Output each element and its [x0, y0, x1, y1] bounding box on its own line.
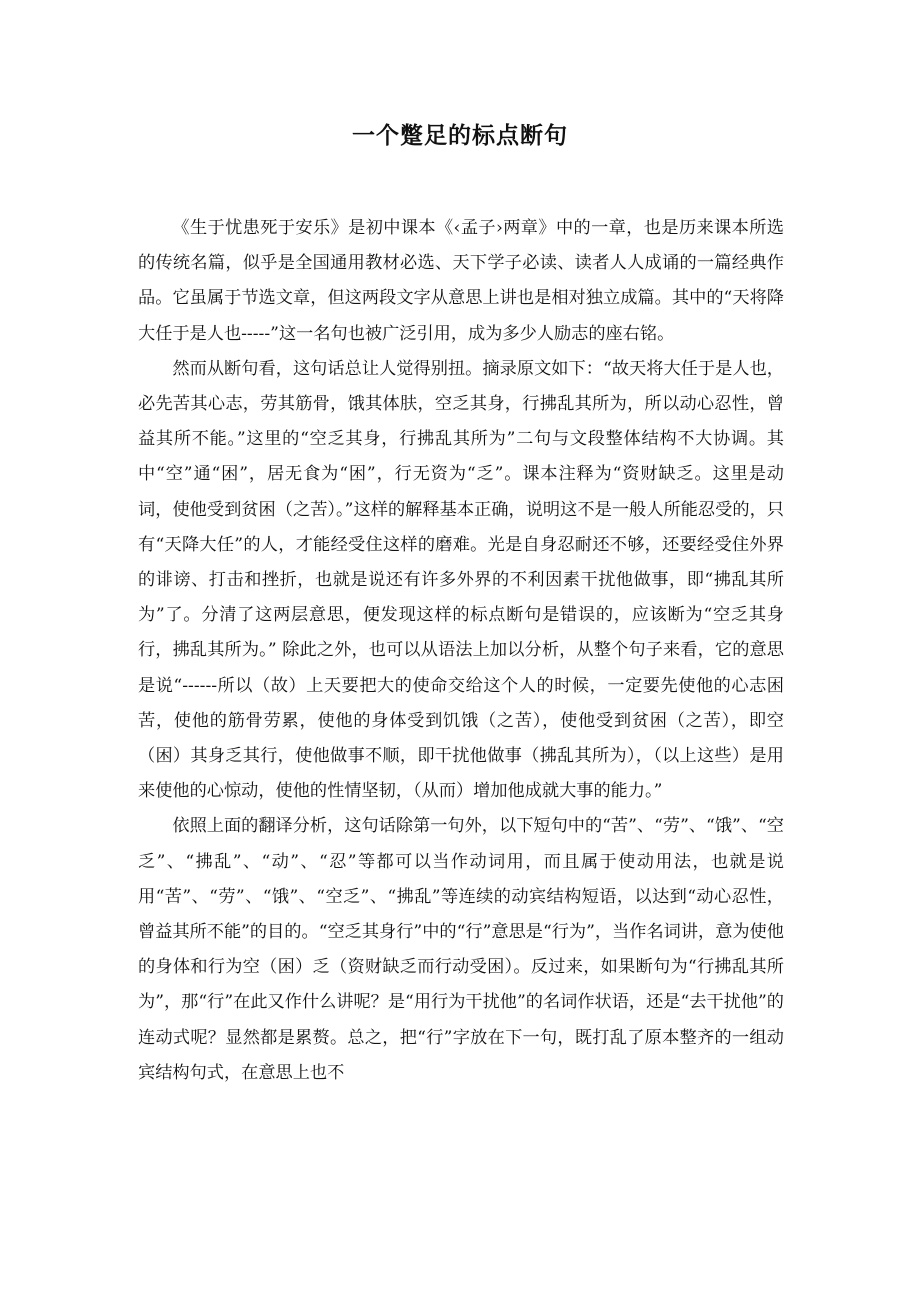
- paragraph: 依照上面的翻译分析，这句话除第一句外，以下短句中的“苦”、“劳”、“饿”、“空乏”、“拂乱”、“动”、“忍”等都可以当作动词用，而且属于使动用法，也就是说用“苦”、“劳”、“饿”、“空乏”、“拂乱”等连续的动宾结构短语，以达到“动心忍性，曾益其所不能”的目的。“空乏其身行”中的“行”意思是“行为”，当作名词讲，意为使他的身体和行为空（困）乏（资财缺乏而行动受困）。反过来，如果断句为“行拂乱其所为”，那“行”在此又作什么讲呢？是“用行为干扰他”的名词作状语，还是“去干扰他”的连动式呢？显然都是累赘。总之，把“行”字放在下一句，既打乱了原本整齐的一组动宾结构句式，在意思上也不: [138, 816, 784, 1083]
- paragraph: 《生于忧患死于安乐》是初中课本《‹孟子›两章》中的一章，也是历来课本所选的传统名篇，似乎是全国通用教材必选、天下学子必读、读者人人成诵的一篇经典作品。它虽属于节选文章，但这两段文字从意思上讲也是相对独立成篇。其中的“天将降大任于是人也-----”这一名句也被广泛引用，成为多少人励志的座右铭。: [138, 218, 784, 344]
- document-body: [138, 211, 784, 1091]
- document-title: 一个蹩足的标点断句: [352, 123, 568, 149]
- paragraph: 然而从断句看，这句话总让人觉得别扭。摘录原文如下：“故天将大任于是人也，必先苦其心志，劳其筋骨，饿其体肤，空乏其身，行拂乱其所为，所以动心忍性，曾益其所不能。”这里的“空乏其身，行拂乱其所为”二句与文段整体结构不大协调。其中“空”通“困”，居无食为“困”，行无资为“乏”。课本注释为“资财缺乏。这里是动词，使他受到贫困（之苦）。”这样的解释基本正确，说明这不是一般人所能忍受的，只有“天降大任”的人，才能经受住这样的磨难。光是自身忍耐还不够，还要经受住外界的诽谤、打击和挫折，也就是说还有许多外界的不利因素干扰他做事，即“拂乱其所为”了。分清了这两层意思，便发现这样的标点断句是错误的，应该断为“空乏其身行，拂乱其所为。” 除此之外，也可以从语法上加以分析，从整个句子来看，它的意思是说“------所以（故）上天要把大的使命交给这个人的时候，一定要先使他的心志困苦，使他的筋骨劳累，使他的身体受到饥饿（之苦），使他受到贫困（之苦），即空（困）其身乏其行，使他做事不顺，即干扰他做事（拂乱其所为），（以上这些）是用来使他的心惊动，使他的性情坚韧，（从而）增加他成就大事的能力。”: [138, 358, 784, 802]
